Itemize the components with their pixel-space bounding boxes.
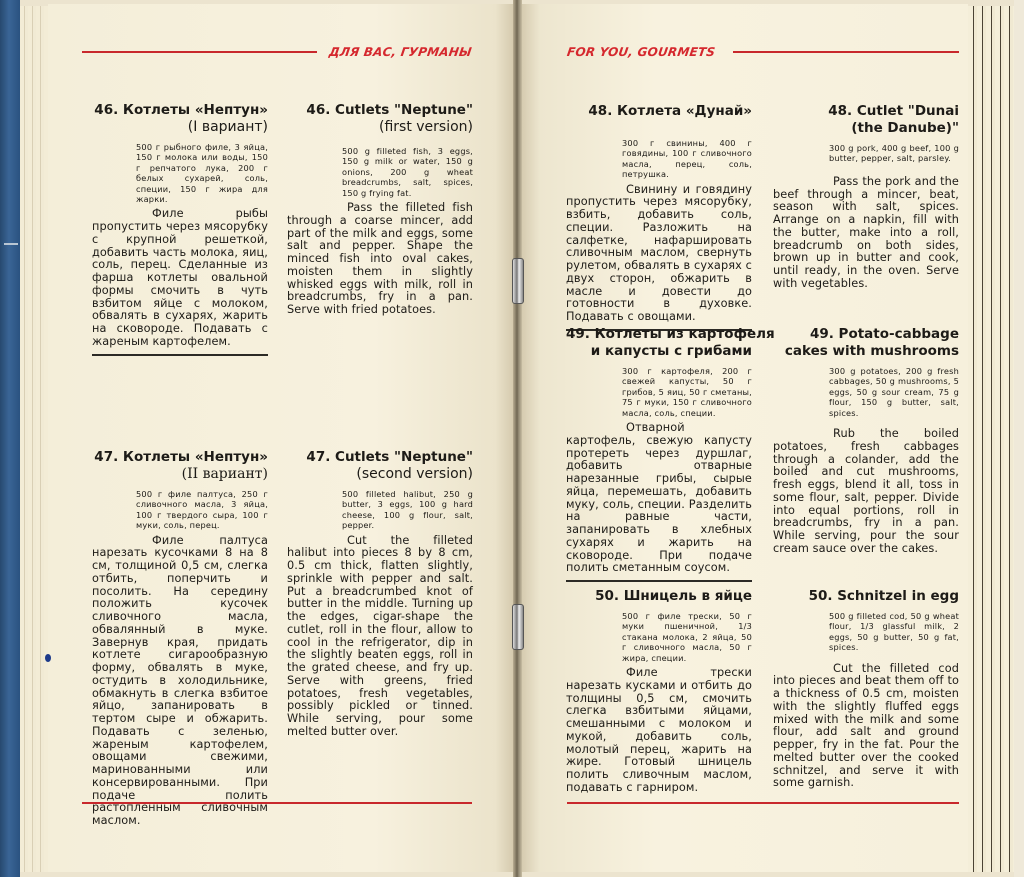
background: [1014, 0, 1024, 877]
recipe-method: Pass the filleted fish through a coarse mincer, add part of the milk and eggs, some salt and pepper. Shape the minced fish into oval cakes, moisten them in slightly whisked eggs with milk, roll in breadcrumbs, fry in a pan. Serve with fried potatoes.: [287, 201, 473, 317]
recipe-48-en: [773, 103, 959, 291]
recipe-ingredients: 500 g filleted cod, 50 g wheat flour, 1/3 glassful milk, 2 eggs, 50 g butter, 50 g fat, spices.: [829, 611, 959, 653]
recipe-subtitle: (I вариант): [187, 119, 268, 135]
recipe-method: Свинину и говядину пропустить через мясорубку, взбить, добавить соль, специи. Разложить на салфетке, нафаршировать сливочным маслом, свернуть рулетом, обвалять в сухарях с двух сторон, обжарить в масле и довести до готовности в духовке. Подавать с овощами.: [566, 182, 752, 324]
staple-bottom: [512, 604, 524, 650]
recipe-divider: [92, 354, 268, 356]
book-cover-edge: [0, 0, 20, 877]
recipe-46-ru: [92, 102, 268, 356]
recipe-method: Филе трески нарезать кусками и отбить до толщины 0,5 см, смочить слегка взбитыми яйцами, смешанными с молоком и мукой, добавить соль, молотый перец, жарить на жире. Готовый шницель полить сливочным маслом, подавать с гарниром.: [566, 666, 752, 794]
recipe-49-ru: [566, 326, 775, 582]
recipe-subtitle: (first version): [378, 119, 473, 135]
recipe-method: Отварной картофель, свежую капусту протереть через дуршлаг, добавить отварные нарезанные грибы, сырые яйца, перемешать, добавить муку, соль, специи. Разделить на равные части, запанировать в хлебных сухарях и жарить на сковороде. При подаче полить сметанным соусом.: [566, 421, 752, 575]
recipe-48-ru: [566, 103, 752, 331]
recipe-method: Cut the filleted cod into pieces and beat them off to a thickness of 0.5 cm, moisten with the slightly fluffed eggs mixed with the milk and some flour, add salt and ground pepper, fry in the fat. Pour the melted butter over the cooked schnitzel, and serve it with some garnish.: [773, 661, 959, 790]
recipe-ingredients: 300 г свинины, 400 г говядины, 100 г сливочного масла, перец, соль, петрушка.: [622, 138, 752, 180]
running-head-right: [567, 42, 959, 62]
recipe-subtitle: (the Danube)": [851, 120, 959, 136]
recipe-ingredients: 500 g filleted fish, 3 eggs, 150 g milk or water, 150 g onions, 200 g wheat breadcrumbs, salt, spices, 150 g frying fat.: [342, 146, 473, 198]
running-head-right-text: FOR YOU, GOURMETS: [566, 45, 717, 59]
recipe-ingredients: 300 g pork, 400 g beef, 100 g butter, pepper, salt, parsley.: [829, 143, 959, 164]
recipe-title: 47. Котлеты «Нептун»: [94, 449, 268, 465]
recipe-ingredients: 500 г филе палтуса, 250 г сливочного масла, 3 яйца, 100 г твердого сыра, 100 г муки, соль, перец.: [136, 489, 268, 531]
recipe-title: 48. Котлета «Дунай»: [588, 103, 752, 119]
recipe-method: Филе палтуса нарезать кусочками 8 на 8 см, толщиной 0,5 см, слегка отбить, поперчить и посолить. На середину положить кусочек сливочного масла, обвалянный в муке. Завернув края, придать котлете сигарообразную форму, обвалять в муке, остудить в холодильнике, обмакнуть в слегка взбитое яйцо, запанировать в тертом сыре и обжарить. Подавать с зеленью, жареным картофелем, овощами свежими, маринованными или консервированными. При подаче полить растопленным сливочным маслом.: [92, 533, 268, 828]
footer-rule-right: [567, 802, 959, 804]
recipe-ingredients: 500 г филе трески, 50 г муки пшеничной, 1/3 стакана молока, 2 яйца, 50 г сливочного масла, 50 г жира, специи.: [622, 611, 752, 663]
recipe-50-ru: [566, 588, 752, 795]
recipe-46-en: [287, 102, 473, 317]
recipe-47-ru: [92, 449, 268, 828]
recipe-50-en: [773, 588, 959, 790]
recipe-title: 50. Schnitzel in egg: [808, 588, 959, 604]
recipe-title: 49. Котлеты из картофеля: [566, 326, 775, 342]
recipe-subtitle: (II вариант): [181, 466, 268, 482]
recipe-subtitle: cakes with mushrooms: [784, 343, 959, 359]
header-rule-left: [82, 51, 317, 53]
recipe-ingredients: 300 г картофеля, 200 г свежей капусты, 50 г грибов, 5 яиц, 50 г сметаны, 75 г муки, 150 г сливочного масла, соль, специи.: [622, 366, 752, 418]
page-stack-right: [968, 6, 1017, 872]
recipe-ingredients: 500 г рыбного филе, 3 яйца, 150 г молока или воды, 150 г репчатого лука, 200 г белых сухарей, соль, специи, 150 г жира для жарки.: [136, 142, 268, 205]
ink-stain: [45, 654, 51, 662]
recipe-method: Филе рыбы пропустить через мясорубку с крупной решеткой, добавить часть молока, яиц, соль, перец. Сделанные из фарша котлеты овальной формы смочить в чуть взбитом яйце с молоком, обвалять в сухарях, жарить на сковороде. Подавать с жареным картофелем.: [92, 207, 268, 348]
recipe-divider: [566, 580, 752, 582]
recipe-method: Pass the pork and the beef through a mincer, beat, season with salt, spices. Arrange on a napkin, fill with the butter, make into a roll, breadcrumb on both sides, brown up in butter and cook, until ready, in the oven. Serve with vegetables.: [773, 174, 959, 290]
recipe-ingredients: 300 g potatoes, 200 g fresh cabbages, 50 g mushrooms, 5 eggs, 50 g sour cream, 75 g flour, 150 g butter, salt, spices.: [829, 366, 959, 418]
recipe-47-en: [287, 449, 473, 739]
recipe-title: 46. Котлеты «Нептун»: [94, 102, 268, 118]
recipe-49-en: [773, 326, 959, 556]
recipe-subtitle: и капусты с грибами: [590, 343, 752, 359]
recipe-title: 50. Шницель в яйце: [595, 588, 752, 604]
recipe-title: 48. Cutlet "Dunai: [828, 103, 959, 119]
running-head-left-text: ДЛЯ ВАС, ГУРМАНЫ: [328, 45, 473, 59]
running-head-left: [82, 42, 472, 62]
staple-top: [512, 258, 524, 304]
header-rule-right: [733, 51, 959, 53]
recipe-title: 47. Cutlets "Neptune": [306, 449, 473, 465]
recipe-method: Rub the boiled potatoes, fresh cabbages through a colander, add the boiled and cut mushrooms, fresh eggs, blend it all, toss in some flour, salt, pepper. Divide into equal portions, roll in breadcrumbs, fry in a pan. While serving, pour the sour cream sauce over the cakes.: [773, 427, 959, 555]
book-spine: [513, 0, 522, 877]
recipe-ingredients: 500 filleted halibut, 250 g butter, 3 eggs, 100 g hard cheese, 100 g flour, salt, pepper.: [342, 489, 473, 531]
recipe-method: Cut the filleted halibut into pieces 8 by 8 cm, 0.5 cm thick, flatten slightly, sprinkle with pepper and salt. Put a breadcrumbed knot of butter in the middle. Turning up the edges, cigar-shape the cutlet, roll in the flour, allow to cool in the refrigerator, dip in the slightly beaten eggs, roll in the grated cheese, and fry up. Serve with greens, fried potatoes, fresh vegetables, possibly pickled or tinned. While serving, pour some melted butter over.: [287, 533, 473, 738]
recipe-subtitle: (second version): [356, 466, 473, 482]
recipe-title: 49. Potato-cabbage: [809, 326, 959, 342]
recipe-title: 46. Cutlets "Neptune": [306, 102, 473, 118]
